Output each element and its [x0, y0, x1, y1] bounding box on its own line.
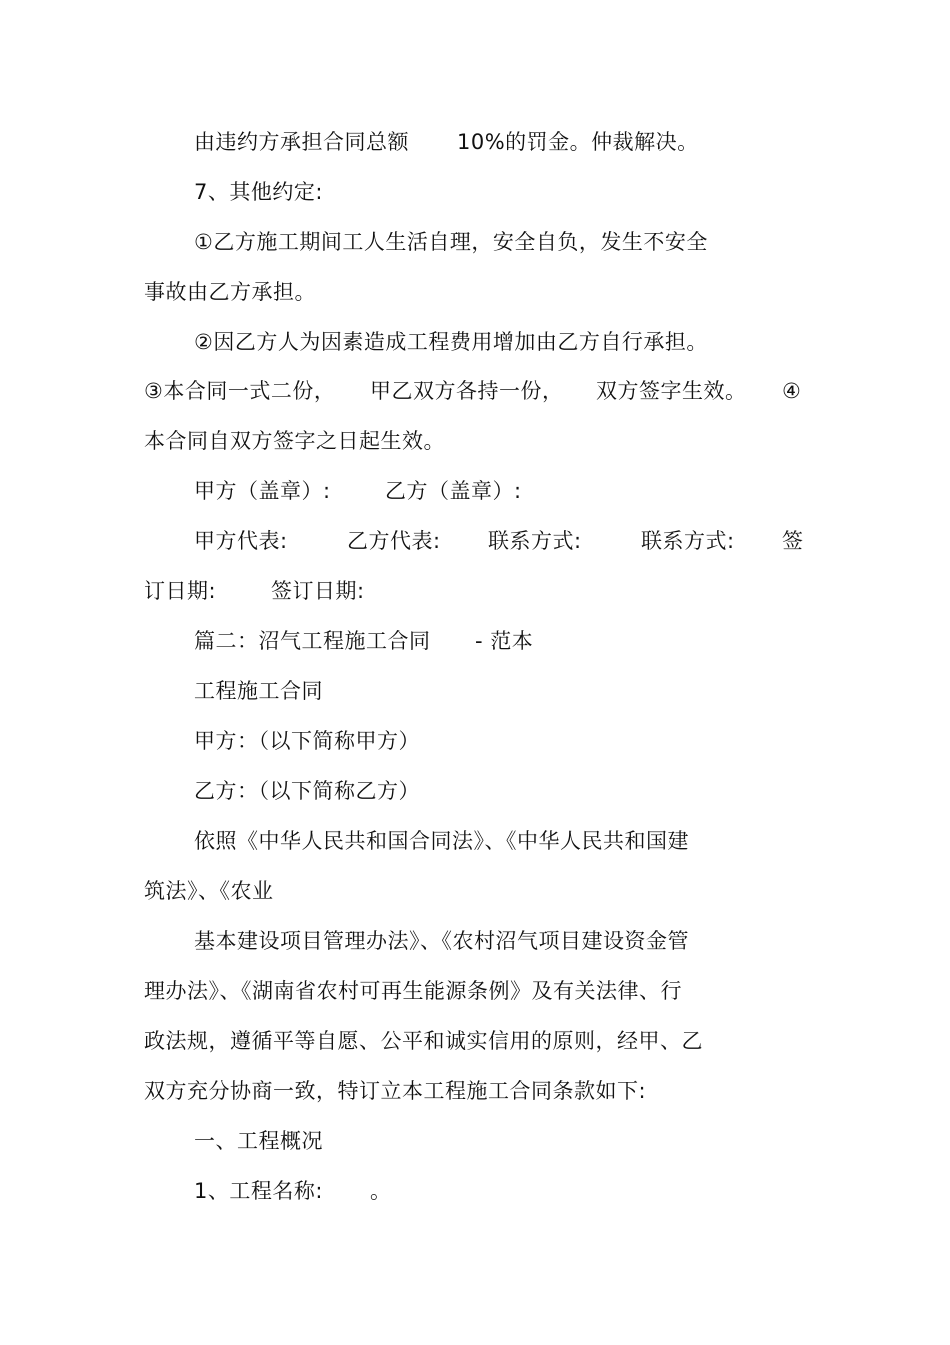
- line-basis-3: 基本建设项目管理办法》、《农村沼气项目建设资金管: [194, 929, 689, 953]
- line-basis-1: 依照《中华人民共和国合同法》、《中华人民共和国建: [194, 829, 689, 853]
- text-project-name-label: 1、工程名称:: [194, 1179, 323, 1203]
- line-basis-4: 理办法》、《湖南省农村可再生能源条例》及有关法律、行: [144, 979, 682, 1003]
- line-contract-title: 工程施工合同: [194, 679, 323, 703]
- line-term-1: ①乙方施工期间工人生活自理，安全自负，发生不安全: [194, 230, 708, 254]
- line-project-overview: 一、工程概况: [194, 1129, 323, 1153]
- text-sign-date-b: 签订日期:: [271, 579, 365, 603]
- text-term-3c: 双方签字生效。: [596, 379, 747, 403]
- text-contact-a: 联系方式:: [488, 529, 582, 553]
- text-party-a-seal: 甲方（盖章）:: [194, 479, 331, 503]
- line-basis-6: 双方充分协商一致，特订立本工程施工合同条款如下:: [144, 1079, 647, 1103]
- text-sign-date-a: 订日期:: [144, 579, 217, 603]
- text-contact-b: 联系方式:: [641, 529, 735, 553]
- text-term-3a: ③本合同一式二份，: [144, 379, 336, 403]
- text-party-a-rep: 甲方代表:: [194, 529, 288, 553]
- line-term-1-cont: 事故由乙方承担。: [144, 280, 316, 304]
- text-section-suffix: - 范本: [475, 629, 534, 653]
- text-term-3b: 甲乙双方各持一份，: [370, 379, 564, 403]
- line-term-2: ②因乙方人为因素造成工程费用增加由乙方自行承担。: [194, 330, 708, 354]
- line-other-terms: 7、其他约定:: [194, 180, 323, 204]
- text-project-name-end: 。: [370, 1179, 392, 1203]
- text-penalty-b: 10%的罚金。仲裁解决。: [457, 130, 699, 154]
- text-party-b-rep: 乙方代表:: [347, 529, 441, 553]
- line-party-a: 甲方：（以下简称甲方）: [194, 729, 420, 753]
- line-basis-5: 政法规，遵循平等自愿、公平和诚实信用的原则，经甲、乙: [144, 1029, 703, 1053]
- line-party-b: 乙方：（以下简称乙方）: [194, 779, 420, 803]
- text-term-4-marker: ④: [782, 379, 802, 403]
- line-term-4: 本合同自双方签字之日起生效。: [144, 429, 445, 453]
- text-sign-date-start: 签: [782, 529, 804, 553]
- text-section-title: 篇二：沼气工程施工合同: [194, 629, 431, 653]
- line-basis-2: 筑法》、《农业: [144, 879, 274, 903]
- text-party-b-seal: 乙方（盖章）:: [385, 479, 522, 503]
- text-penalty-a: 由违约方承担合同总额: [194, 130, 409, 154]
